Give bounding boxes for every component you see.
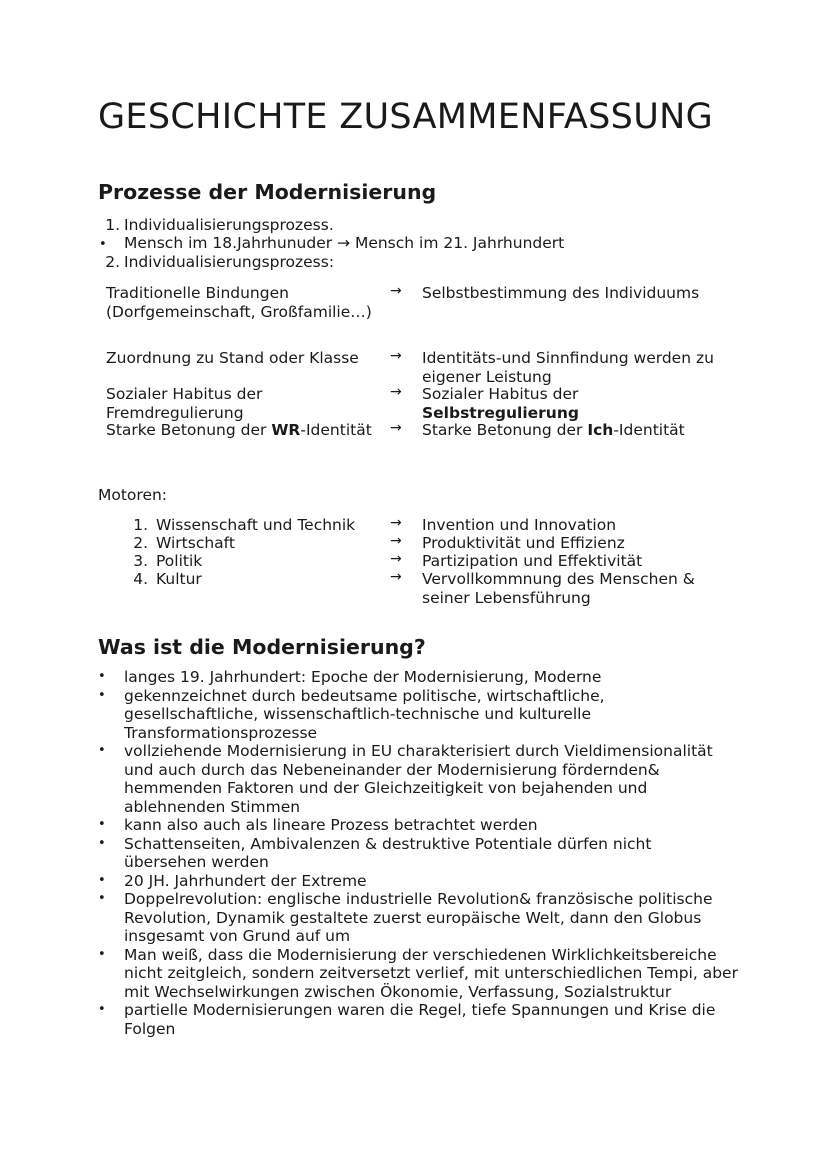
- arrow-right-icon: →: [390, 515, 402, 531]
- list-item-text: kann also auch als lineare Prozess betrachtet werden: [124, 816, 538, 834]
- bullet-marker: •: [98, 946, 106, 962]
- motors-label: Motoren:: [98, 486, 168, 504]
- motor-number: 1.: [133, 516, 148, 534]
- motor-left: Kultur: [156, 570, 202, 588]
- pair-right-bold: Selbstregulierung: [422, 403, 579, 422]
- pair-left: [106, 421, 386, 440]
- list-item-text: gekennzeichnet durch bedeutsame politische, wirtschaftliche, gesellschaftliche, wissenschaftlich-technische und kulturelle Transformationsprozesse: [124, 686, 605, 742]
- motor-right: Vervollkommnung des Menschen & seiner Lebensführung: [422, 570, 695, 607]
- pair-right-text: Starke Betonung der: [422, 421, 588, 439]
- list-item: Mensch im 18.Jahrhunuder → Mensch im 21. Jahrhundert: [124, 234, 565, 252]
- list-item-text: Doppelrevolution: englische industrielle Revolution& französische politische Revolution, Dynamik gestaltete zuerst europäische Welt, dann den Globus insgesamt von Grund auf um: [124, 890, 713, 945]
- pair-right-bold: Ich: [587, 421, 614, 439]
- bullet-marker: •: [98, 891, 106, 906]
- pair-left-text: Starke Betonung der: [106, 421, 272, 439]
- list-item: [98, 1001, 738, 1038]
- list-item-text: Schattenseiten, Ambivalenzen & destruktive Potentiale dürfen nicht übersehen werden: [124, 834, 652, 871]
- arrow-right-icon: →: [390, 420, 402, 436]
- document-title: GESCHICHTE ZUSAMMENFASSUNG: [98, 97, 714, 137]
- arrow-right-icon: →: [390, 551, 402, 567]
- list-item-text: Man weiß, dass die Modernisierung der verschiedenen Wirklichkeitsbereiche nicht zeitgleich, sondern zeitversetzt verlief, mit unterschiedlichen Tempi, aber mit Wechselwirkungen zwischen Ökonomie, Verfassung, Sozialstruktur: [124, 945, 738, 1001]
- pair-right: Selbstbestimmung des Individuums: [422, 284, 700, 302]
- bullet-marker: •: [98, 835, 106, 851]
- pair-right: Identitäts-und Sinnfindung werden zu eigener Leistung: [422, 349, 714, 386]
- list-item: Individualisierungsprozess:: [124, 253, 335, 271]
- bullet-marker: •: [98, 669, 106, 684]
- motor-right: Partizipation und Effektivität: [422, 552, 643, 570]
- motor-right: Invention und Innovation: [422, 516, 617, 534]
- motor-number: 4.: [133, 570, 148, 588]
- motor-number: 2.: [133, 534, 148, 552]
- list-item-text: partielle Modernisierungen waren die Regel, tiefe Spannungen und Krise die Folgen: [124, 1001, 716, 1038]
- motor-left: Wirtschaft: [156, 534, 235, 552]
- list-item: [98, 742, 738, 816]
- list-item: [98, 835, 738, 872]
- pair-left-text: -Identität: [300, 421, 372, 439]
- motor-right: Produktivität und Effizienz: [422, 534, 625, 552]
- bullet-marker: •: [98, 817, 106, 832]
- list-item: [98, 890, 738, 946]
- list-item: [98, 668, 738, 687]
- pair-left: Traditionelle Bindungen (Dorfgemeinschaft, Großfamilie…): [106, 284, 372, 321]
- section-heading-modernisierung: Was ist die Modernisierung?: [98, 635, 426, 659]
- motor-number: 3.: [133, 552, 148, 570]
- list-item: [98, 687, 738, 743]
- arrow-right-icon: →: [390, 384, 402, 400]
- list-item: [98, 946, 738, 1002]
- list-item-text: langes 19. Jahrhundert: Epoche der Modernisierung, Moderne: [124, 668, 602, 686]
- motor-left: Wissenschaft und Technik: [156, 516, 356, 534]
- pair-left: Sozialer Habitus der Fremdregulierung: [106, 385, 263, 422]
- bullet-marker: •: [99, 237, 107, 252]
- pair-right-text: -Identität: [613, 421, 685, 439]
- pair-left: Zuordnung zu Stand oder Klasse: [106, 349, 359, 367]
- list-marker: 2.: [105, 253, 120, 271]
- arrow-right-icon: →: [390, 283, 402, 299]
- modernisierung-bullet-list: [98, 668, 738, 1038]
- list-item-text: vollziehende Modernisierung in EU charakterisiert durch Vieldimensionalität und auch durch das Nebeneinander der Modernisierung fördernden& hemmenden Faktoren und der Gleichzeitigkeit von bejahenden und ablehnenden Stimmen: [124, 742, 713, 816]
- bullet-marker: •: [98, 743, 106, 758]
- pair-left-bold: WR: [271, 421, 301, 439]
- bullet-marker: •: [98, 687, 106, 703]
- list-item: [98, 872, 738, 891]
- pair-right-text: Sozialer Habitus der: [422, 385, 579, 403]
- arrow-right-icon: →: [390, 533, 402, 549]
- pair-right: [422, 421, 742, 440]
- pair-right: [422, 385, 742, 422]
- arrow-right-icon: →: [390, 569, 402, 585]
- bullet-marker: •: [98, 1002, 106, 1017]
- list-item: Individualisierungsprozess.: [124, 216, 334, 234]
- motor-left: Politik: [156, 552, 203, 570]
- bullet-marker: •: [98, 872, 106, 888]
- list-marker: 1.: [105, 216, 120, 234]
- section-heading-prozesse: Prozesse der Modernisierung: [98, 180, 437, 204]
- arrow-right-icon: →: [390, 348, 402, 364]
- list-item-text: 20 JH. Jahrhundert der Extreme: [124, 871, 367, 890]
- list-item: [98, 816, 738, 835]
